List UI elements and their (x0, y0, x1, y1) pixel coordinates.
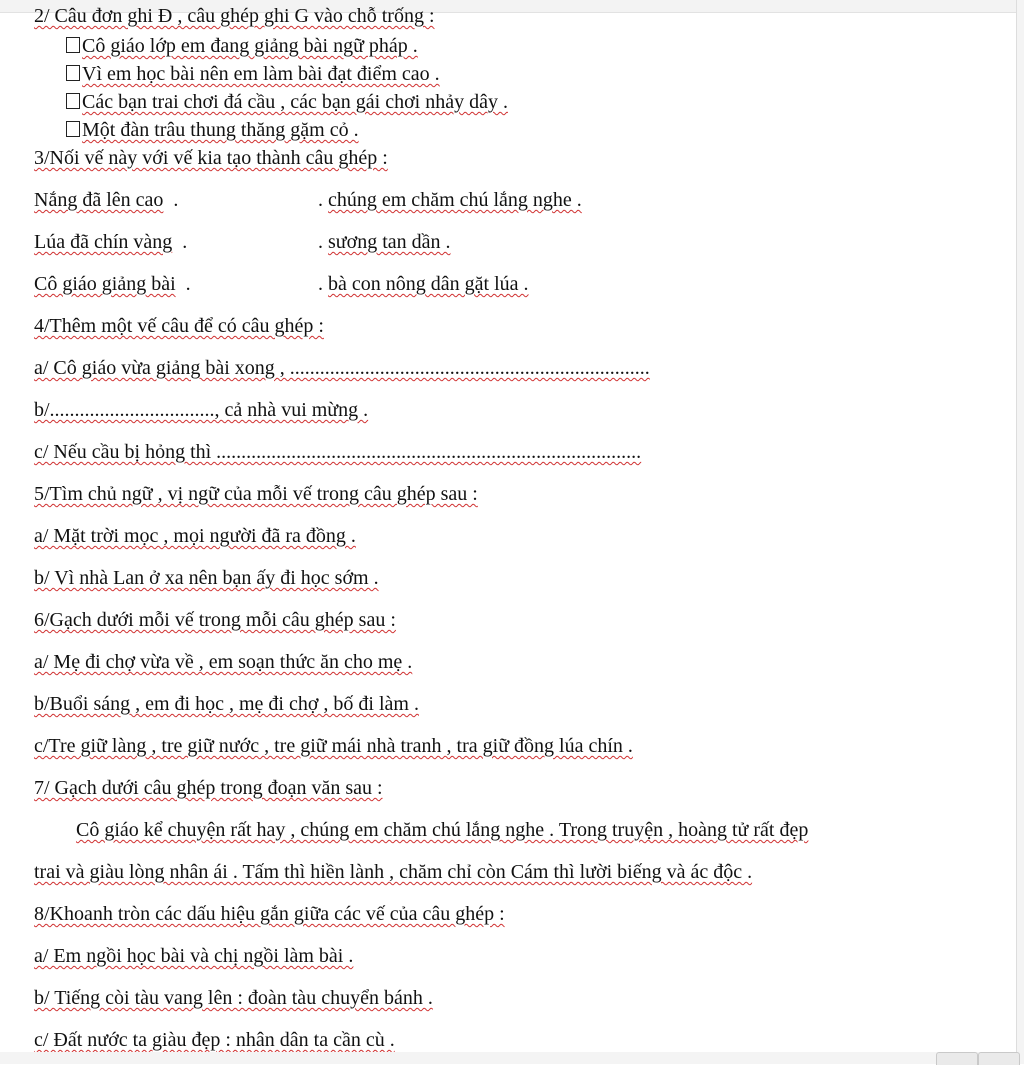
q6-heading: 6/Gạch dưới mỗi vế trong mỗi câu ghép sau : (34, 609, 396, 631)
q6-a: a/ Mẹ đi chợ vừa về , em soạn thức ăn cho mẹ . (34, 651, 413, 673)
q3-heading: 3/Nối vế này với vế kia tạo thành câu ghép : (34, 147, 388, 169)
q8-heading: 8/Khoanh tròn các dấu hiệu gắn giữa các vế của câu ghép : (34, 903, 505, 925)
q3-right-1: . chúng em chăm chú lắng nghe . (318, 189, 582, 211)
match-dot[interactable]: . (318, 231, 328, 253)
q2-item-1: Cô giáo lớp em đang giảng bài ngữ pháp . (66, 34, 418, 58)
match-dot[interactable]: . (318, 189, 328, 211)
view-button[interactable] (936, 1052, 978, 1065)
q3-left-2: Lúa đã chín vàng . (34, 231, 188, 253)
q2-item-4: Một đàn trâu thung thăng gặm cỏ . (66, 118, 359, 142)
match-dot[interactable]: . (168, 189, 179, 211)
q3-right-3: . bà con nông dân gặt lúa . (318, 273, 529, 295)
q6-b: b/Buổi sáng , em đi học , mẹ đi chợ , bố đi làm . (34, 693, 419, 715)
q2-item-3: Các bạn trai chơi đá cầu , các bạn gái chơi nhảy dây . (66, 90, 508, 114)
view-button[interactable] (978, 1052, 1020, 1065)
bottom-status-bar (0, 1052, 1024, 1064)
q3-left-1: Nắng đã lên cao . (34, 189, 179, 211)
match-dot[interactable]: . (177, 231, 188, 253)
q6-c: c/Tre giữ làng , tre giữ nước , tre giữ mái nhà tranh , tra giữ đồng lúa chín . (34, 735, 633, 757)
answer-box[interactable] (66, 121, 80, 137)
q7-paragraph-line-1: Cô giáo kể chuyện rất hay , chúng em chăm chú lắng nghe . Trong truyện , hoàng tử rất đẹp (76, 819, 809, 841)
q3-left-3: Cô giáo giảng bài . (34, 273, 191, 295)
answer-box[interactable] (66, 65, 80, 81)
match-dot[interactable]: . (318, 273, 328, 295)
q4-b[interactable]: b/................................., cả nhà vui mừng . (34, 399, 369, 421)
answer-box[interactable] (66, 93, 80, 109)
q2-heading: 2/ Câu đơn ghi Đ , câu ghép ghi G vào chỗ trống : (34, 5, 435, 27)
match-dot[interactable]: . (180, 273, 191, 295)
q5-b: b/ Vì nhà Lan ở xa nên bạn ấy đi học sớm . (34, 567, 379, 589)
q7-heading: 7/ Gạch dưới câu ghép trong đoạn văn sau : (34, 777, 383, 799)
q2-item-2: Vì em học bài nên em làm bài đạt điểm cao . (66, 62, 440, 86)
q8-b: b/ Tiếng còi tàu vang lên : đoàn tàu chuyển bánh . (34, 987, 433, 1009)
answer-box[interactable] (66, 37, 80, 53)
q4-a[interactable]: a/ Cô giáo vừa giảng bài xong , ........................................................................ (34, 357, 650, 379)
q3-right-2: . sương tan dần . (318, 231, 451, 253)
q8-c: c/ Đất nước ta giàu đẹp : nhân dân ta cần cù . (34, 1029, 395, 1051)
q5-a: a/ Mặt trời mọc , mọi người đã ra đồng . (34, 525, 356, 547)
vertical-scrollbar[interactable] (1016, 0, 1024, 1064)
q7-paragraph-line-2: trai và giàu lòng nhân ái . Tấm thì hiền lành , chăm chỉ còn Cám thì lười biếng và ác độc . (34, 861, 753, 883)
q5-heading: 5/Tìm chủ ngữ , vị ngữ của mỗi vế trong câu ghép sau : (34, 483, 478, 505)
q8-a: a/ Em ngồi học bài và chị ngồi làm bài . (34, 945, 354, 967)
q4-c[interactable]: c/ Nếu cầu bị hỏng thì ..................................................................................... (34, 441, 642, 463)
q4-heading: 4/Thêm một vế câu để có câu ghép : (34, 315, 324, 337)
